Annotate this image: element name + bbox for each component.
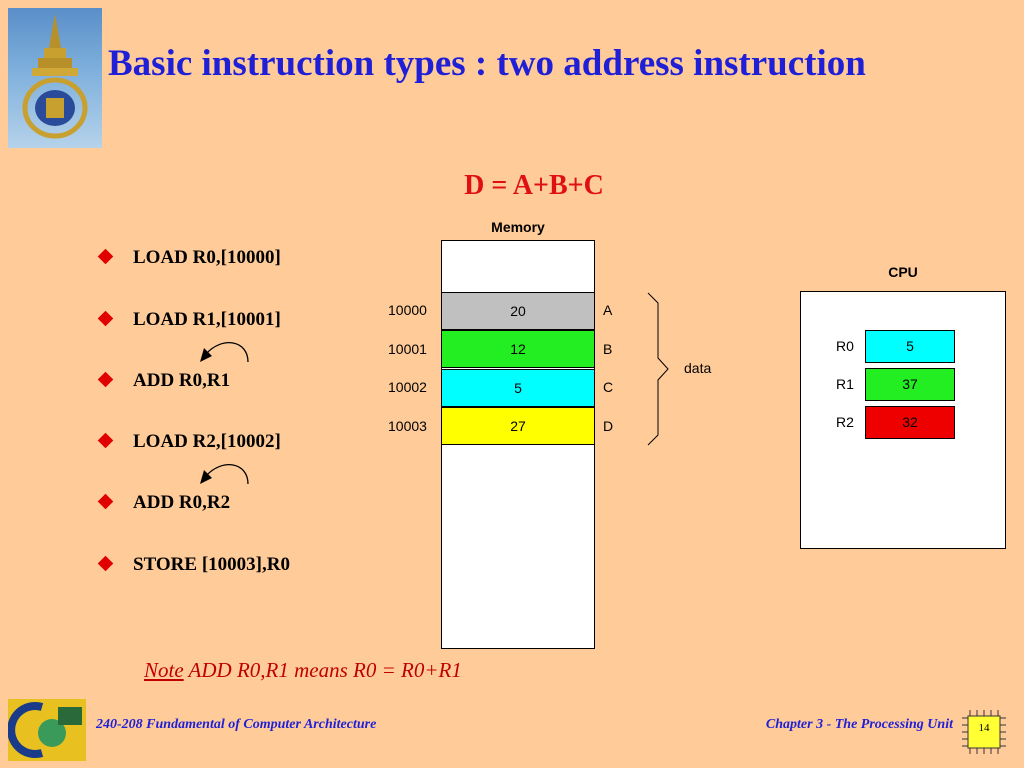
- memory-label: D: [603, 418, 614, 434]
- memory-cell: 12: [441, 330, 595, 368]
- instruction-text: LOAD R2,[10002]: [133, 431, 281, 452]
- memory-cell: 27: [441, 407, 595, 445]
- curved-arrow-icon: [192, 332, 258, 368]
- instruction-item: [100, 309, 281, 331]
- instruction-text: STORE [10003],R0: [133, 554, 290, 575]
- diamond-bullet-icon: [98, 556, 114, 572]
- page-number: 14: [978, 722, 990, 734]
- brace-icon: [644, 292, 674, 447]
- curved-arrow-icon: [192, 454, 258, 490]
- instruction-item: [100, 370, 230, 392]
- footer-course: 240-208 Fundamental of Computer Architecture: [96, 717, 377, 732]
- note-text: ADD R0,R1 means R0 = R0+R1: [188, 658, 462, 682]
- diamond-bullet-icon: [98, 249, 114, 265]
- instruction-item: [100, 247, 281, 269]
- instruction-text: ADD R0,R1: [133, 370, 231, 391]
- footer-chapter: Chapter 3 - The Processing Unit: [765, 717, 953, 732]
- diamond-bullet-icon: [98, 433, 114, 449]
- memory-label: B: [603, 341, 613, 357]
- brace-label: data: [684, 360, 712, 376]
- memory-address: 10002: [388, 379, 427, 395]
- memory-cell: 5: [441, 369, 595, 407]
- diamond-bullet-icon: [98, 311, 114, 327]
- memory-address: 10003: [388, 418, 427, 434]
- emblem-icon: [8, 8, 102, 148]
- cpu-title: CPU: [888, 264, 918, 280]
- register-name: R2: [836, 414, 854, 430]
- memory-title: Memory: [491, 219, 545, 235]
- register-value: 32: [865, 406, 955, 439]
- memory-address: 10000: [388, 302, 427, 318]
- slide-title: Basic instruction types : two address instruction: [108, 43, 866, 84]
- register-name: R1: [836, 376, 854, 392]
- instruction-item: [100, 492, 230, 514]
- university-logo: [8, 8, 102, 148]
- course-logo: [8, 699, 86, 761]
- diamond-bullet-icon: [98, 494, 114, 510]
- memory-cell: 20: [441, 292, 595, 330]
- instruction-item: [100, 554, 290, 576]
- register-value: 5: [865, 330, 955, 363]
- instruction-text: ADD R0,R2: [133, 492, 231, 513]
- globe-logo-icon: [8, 699, 86, 761]
- memory-label: C: [603, 379, 614, 395]
- instruction-text: LOAD R1,[10001]: [133, 309, 281, 330]
- instruction-item: [100, 431, 281, 453]
- diamond-bullet-icon: [98, 372, 114, 388]
- register-value: 37: [865, 368, 955, 401]
- memory-address: 10001: [388, 341, 427, 357]
- note: [144, 658, 462, 683]
- instruction-text: LOAD R0,[10000]: [133, 247, 281, 268]
- register-name: R0: [836, 338, 854, 354]
- memory-label: A: [603, 302, 613, 318]
- formula: D = A+B+C: [464, 170, 604, 201]
- note-label: Note: [144, 658, 184, 682]
